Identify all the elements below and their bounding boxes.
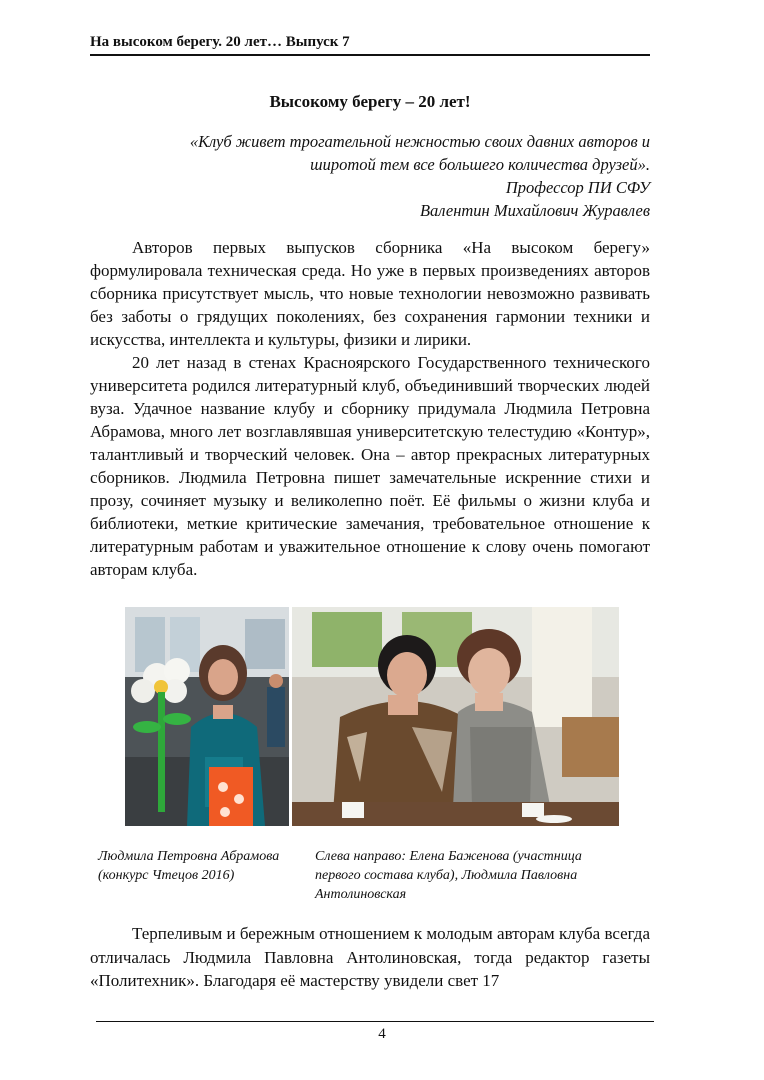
photo-bazhenova-antolinovskaya [292, 607, 619, 826]
epigraph-quote-line-2: широтой тем все большего количества друзей». [310, 155, 650, 174]
article-body [90, 236, 650, 581]
epigraph-author-title: Профессор ПИ СФУ [505, 178, 650, 197]
epigraph-author-name: Валентин Михайлович Журавлев [419, 201, 650, 220]
page-number: 4 [378, 1026, 386, 1042]
article-title: Высокому берегу – 20 лет! [269, 92, 471, 111]
running-header: На высоком берегу. 20 лет… Выпуск 7 [90, 34, 350, 50]
photo-abramova [125, 607, 289, 826]
article-body-continued [90, 922, 650, 993]
caption-right: Слева направо: Елена Баженова (участница первого состава клуба), Людмила Павловна Антолиновская [315, 849, 582, 902]
paragraph-2: 20 лет назад в стенах Красноярского Государственного технического университета родился литературный клуб, объединивший творческих людей вуза. Удачное название клубу и сборнику придумала Людмила Петровна Абрамова, много лет возглавлявшая университетскую телестудию «Контур», талантливый и творческий человек. Она – автор прекрасных литературных сборников. Людмила Петровна пишет замечательные искренние стихи и прозу, сочиняет музыку и великолепно поёт. Её фильмы о жизни клуба и библиотеки, меткие критические замечания, требовательное отношение к литературным работам и уважительное отношение к слову очень помогают авторам клуба. [90, 353, 650, 579]
epigraph-quote-line-1: «Клуб живет трогательной нежностью своих давних авторов и [189, 132, 650, 151]
caption-left: Людмила Петровна Абрамова (конкурс Чтецов 2016) [98, 849, 280, 883]
paragraph-3: Терпеливым и бережным отношением к молодым авторам клуба всегда отличалась Людмила Павловна Антолиновская, тогда редактор газеты «Политехник». Благодаря её мастерству увидели свет 17 [90, 924, 650, 990]
footer-rule [96, 1021, 654, 1022]
header-rule [90, 54, 650, 56]
epigraph [130, 130, 650, 222]
paragraph-1: Авторов первых выпусков сборника «На высоком берегу» формулировала техническая среда. Но уже в первых произведениях авторов сборника присутствует мысль, что новые технологии невозможно развивать без заботы о грядущих поколениях, без сохранения гармонии техники и искусства, интеллекта и культуры, физики и лирики. [90, 238, 650, 349]
